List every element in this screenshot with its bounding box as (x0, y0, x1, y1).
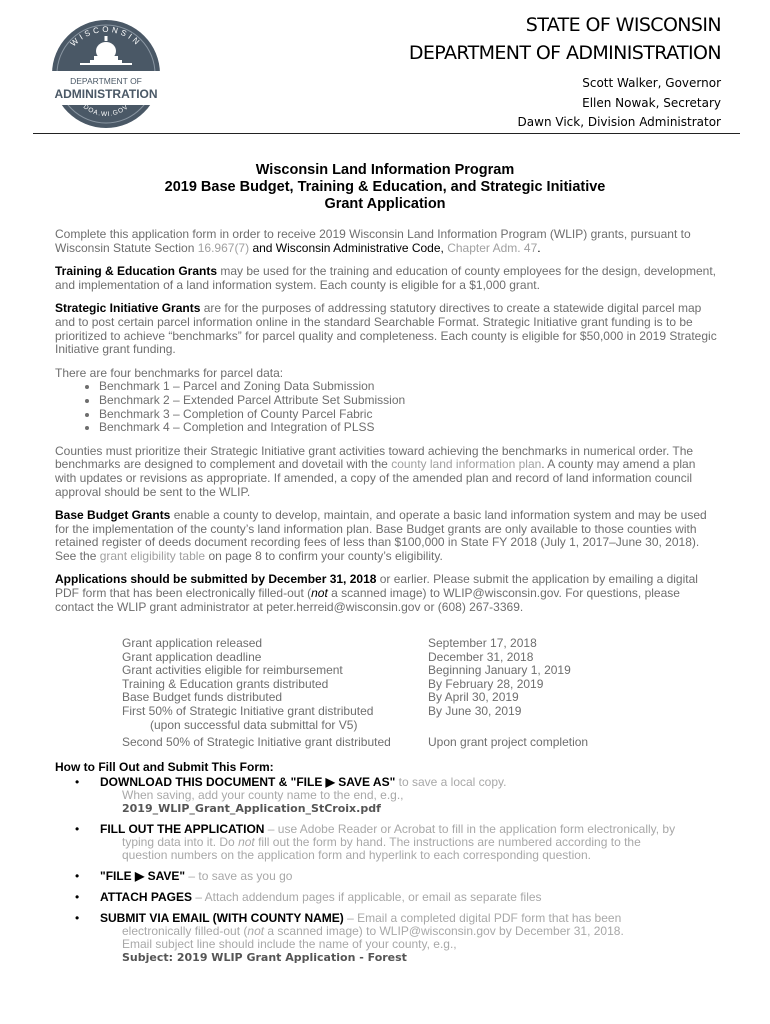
seal-line1: DEPARTMENT OF (70, 76, 142, 86)
bullet: • (75, 890, 80, 904)
benchmark-item: • Benchmark 1 – Parcel and Zoning Data Submission (99, 380, 720, 394)
body-content (55, 228, 720, 624)
step-fill-rest: – use Adobe Reader or Acrobat to fill in the application form electronically, by (264, 822, 676, 836)
land-info-plan-link[interactable]: county land information plan (391, 457, 542, 472)
step-submit-line2b: a scanned image) to WLIP@wisconsin.gov by December 31, 2018. (264, 924, 624, 938)
title-line1: Wisconsin Land Information Program (255, 162, 515, 178)
schedule-date: Upon grant project completion (428, 735, 589, 750)
benchmarks-intro: There are four benchmarks for parcel data: (55, 365, 284, 380)
letterhead (409, 12, 721, 133)
official-administrator: Dawn Vick, Division Administrator (517, 115, 721, 129)
schedule-label: (upon successful data submittal for V5) (150, 717, 358, 732)
step-fill-line2a: typing data into it. Do (122, 835, 239, 849)
step-submit-line2a: electronically filled-out ( (122, 924, 248, 938)
schedule-date (456, 719, 642, 733)
strategic-label: Strategic Initiative Grants (55, 301, 201, 316)
schedule-date: By June 30, 2019 (428, 703, 522, 718)
benchmarks-list (55, 380, 720, 434)
schedule-table (122, 637, 642, 750)
step-download-line2: When saving, add your county name to the end, e.g., (122, 788, 404, 802)
base-budget-label: Base Budget Grants (55, 508, 171, 523)
state-name: STATE OF WISCONSIN (525, 14, 721, 36)
schedule-label: Base Budget funds distributed (122, 690, 283, 705)
benchmark-item: • Benchmark 2 – Extended Parcel Attribute Set Submission (99, 394, 720, 408)
submission-text-1: or earlier. Please submit the application by emailing a digital PDF form that has been electronically filled-out ( (55, 572, 698, 601)
intro-text-3: . (537, 240, 541, 255)
step-submit-rest: – Email a completed digital PDF form that has been (343, 911, 622, 925)
step-download-example: 2019_WLIP_Grant_Application_StCroix.pdf (122, 802, 381, 815)
schedule-row (122, 651, 642, 665)
strategic-text: are for the purposes of addressing statutory directives to create a statewide digital parcel map and to post certain parcel information online in the standard Searchable Format. Strategic Initiative grant funding is to be prioritized to achieve “benchmarks” for parcel quality and completeness. Each county is eligible for $50,000 in 2019 Strategic Initiative grant funding. (55, 301, 717, 357)
schedule-row (122, 664, 642, 678)
schedule-row (122, 719, 642, 733)
department-name: DEPARTMENT OF ADMINISTRATION (408, 42, 721, 64)
step-attach (55, 891, 720, 904)
schedule-row (122, 637, 642, 651)
step-submit (55, 912, 720, 964)
base-budget-text-2: on page 8 to confirm your county’s eligibility. (205, 548, 443, 563)
base-budget-paragraph (55, 509, 720, 563)
officials-list (409, 74, 721, 133)
step-fill-title: FILL OUT THE APPLICATION (100, 822, 265, 836)
title-line2: 2019 Base Budget, Training & Education, and Strategic Initiative (164, 179, 606, 195)
official-governor: Scott Walker, Governor (582, 76, 721, 90)
step-fill-line2b: fill out the form by hand. The instructions are numbered according to the (254, 835, 641, 849)
schedule-label: Grant application released (122, 636, 263, 650)
step-submit-example: Subject: 2019 WLIP Grant Application - Forest (122, 951, 407, 964)
step-fill-out (55, 823, 720, 862)
schedule-label: Grant activities eligible for reimbursement (122, 663, 343, 678)
schedule-date: By February 28, 2019 (428, 676, 544, 691)
step-fill-line3: question numbers on the application form and hyperlink to each corresponding question. (122, 848, 591, 862)
schedule-row (122, 705, 642, 719)
schedule-date: By April 30, 2019 (428, 690, 519, 705)
step-download (55, 776, 720, 815)
step-save-rest: – to save as you go (185, 869, 293, 883)
step-submit-title: SUBMIT VIA EMAIL (WITH COUNTY NAME) (100, 911, 344, 925)
official-secretary: Ellen Nowak, Secretary (582, 95, 721, 110)
bullet: • (75, 822, 80, 836)
step-attach-title: ATTACH PAGES (100, 890, 192, 904)
step-download-title: DOWNLOAD THIS DOCUMENT & "FILE ▶ SAVE AS" (100, 775, 396, 789)
title-line3: Grant Application (324, 196, 446, 212)
prioritize-text-1: Counties must prioritize their Strategic Initiative grant activities toward achieving the benchmarks in numerical order. The benchmarks are designed to complement and dovetail with the (55, 443, 694, 472)
admin-code-link[interactable]: Chapter Adm. 47 (447, 240, 538, 255)
schedule-date: Beginning January 1, 2019 (428, 663, 571, 678)
prioritize-text-2: . A county may amend a plan with updates or revisions as appropriate. If amended, a copy of the amended plan and record of land information council approval should be sent to the WLIP. (55, 457, 696, 499)
schedule-label: Second 50% of Strategic Initiative grant distributed (122, 735, 391, 750)
step-fill-not: not (238, 835, 255, 849)
how-to-section (55, 761, 720, 972)
seal-line2: ADMINISTRATION (54, 87, 158, 101)
step-save-title: "FILE ▶ SAVE" (100, 869, 186, 883)
step-download-rest: to save a local copy. (395, 775, 507, 789)
step-submit-line3: Email subject line should include the name of your county, e.g., (122, 937, 457, 951)
schedule-row (122, 736, 642, 750)
document-title (0, 162, 770, 213)
training-text: may be used for the training and education of county employees for the design, development, and implementation of a land information system. Each county is eligible for a $1,000 grant. (55, 264, 717, 292)
schedule-row (122, 678, 642, 692)
schedule-date: September 17, 2018 (428, 636, 537, 650)
header-divider (33, 133, 740, 134)
benchmark-item: • Benchmark 4 – Completion and Integration of PLSS (99, 421, 720, 435)
schedule-label: First 50% of Strategic Initiative grant distributed (122, 703, 374, 718)
statute-link[interactable]: 16.967(7) (197, 240, 250, 255)
schedule-label: Training & Education grants distributed (122, 676, 329, 691)
bullet: • (75, 775, 80, 789)
step-save (55, 870, 720, 883)
how-to-heading: How to Fill Out and Submit This Form: (55, 760, 274, 774)
submission-text-2: a scanned image) to WLIP@wisconsin.gov. For questions, please contact the WLIP grant administrator at peter.herreid@wisconsin.gov or (608) 267-3369. (55, 586, 680, 614)
doa-seal-logo (50, 18, 162, 130)
eligibility-table-link[interactable]: grant eligibility table (99, 548, 206, 563)
seal-arc-text: WISCONSIN (68, 24, 144, 49)
submission-not: not (311, 586, 328, 601)
intro-text-1: Complete this application form in order to receive 2019 Wisconsin Land Information Program (WLIP) grants, pursuant to Wisconsin Statute Section (55, 227, 691, 255)
seal-graphic (50, 18, 162, 130)
intro-text-2: and Wisconsin Administrative Code, (249, 240, 448, 255)
bullet: • (75, 869, 80, 883)
training-label: Training & Education Grants (55, 264, 218, 279)
schedule-row (122, 691, 642, 705)
intro-paragraph (55, 228, 720, 255)
schedule-date: December 31, 2018 (428, 649, 534, 664)
seal-url: DOA.WI.GOV (81, 103, 131, 119)
step-submit-not: not (247, 924, 265, 938)
submission-paragraph (55, 573, 720, 614)
prioritize-paragraph (55, 445, 720, 499)
benchmark-item: • Benchmark 3 – Completion of County Parcel Fabric (99, 408, 720, 422)
bullet: • (75, 911, 80, 925)
step-attach-rest: – Attach addendum pages if applicable, or email as separate files (192, 890, 542, 904)
schedule-label: Grant application deadline (122, 649, 262, 664)
training-paragraph (55, 265, 720, 292)
submission-label: Applications should be submitted by December 31, 2018 (55, 572, 377, 587)
base-budget-text-1: enable a county to develop, maintain, and operate a basic land information system and may be used for the implementation of the county’s land information plan. Base Budget grants are only available to those counties with retained register of deeds document recording fees of less than $100,000 in State FY 2018 (July 1, 2017–June 30, 2018). See the (55, 508, 707, 563)
strategic-paragraph (55, 302, 720, 356)
